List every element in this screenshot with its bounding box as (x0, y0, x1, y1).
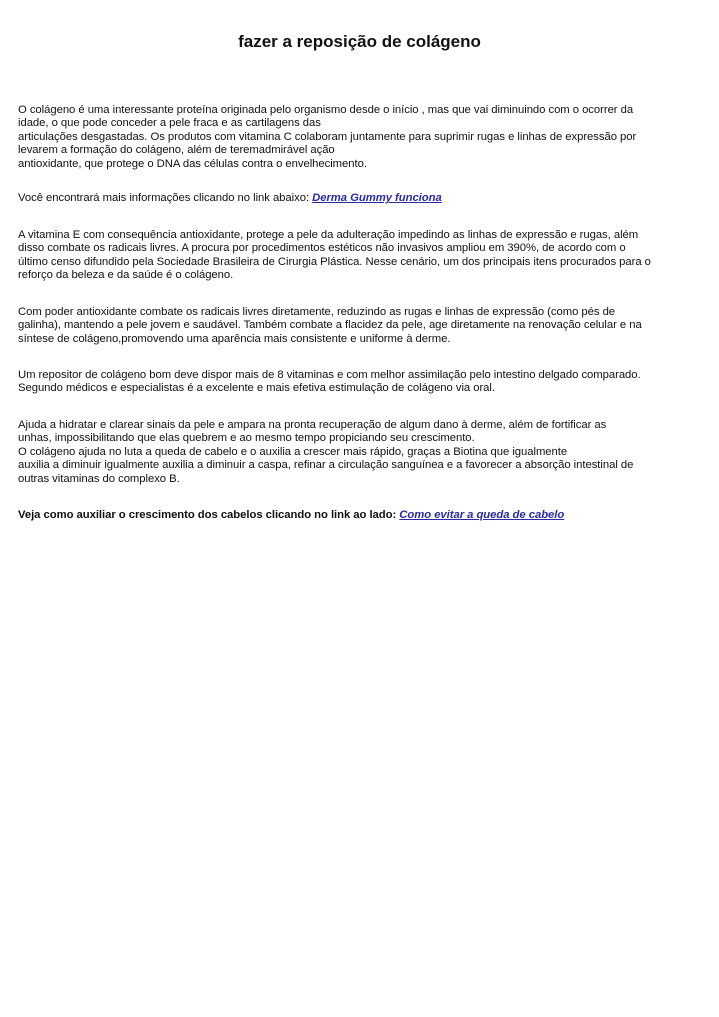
vitamin-e-line: reforço da beleza e da saúde é o colágeno. (18, 269, 234, 282)
intro-line: idade, o que pode conceder a pele fraca e as cartilagens das (18, 117, 321, 130)
link-prefix-text: Você encontrará mais informações clicando no link abaixo: (18, 192, 313, 204)
intro-line: articulações desgastadas. Os produtos com vitamina C colaboram juntamente para suprimir rugas e linhas de expressão por (18, 130, 637, 143)
antioxidant-line: galinha), mantendo a pele jovem e saudável. Também combate a flacidez da pele, age diretamente na renovação celular e na (18, 319, 642, 332)
derma-gummy-link[interactable]: Derma Gummy funciona (312, 192, 442, 204)
hydrate-line: O colágeno ajuda no luta a queda de cabelo e o auxilia a crescer mais rápido, graças a Biotina que igualmente (18, 445, 568, 458)
repositor-line: Um repositor de colágeno bom deve dispor mais de 8 vitaminas e com melhor assimilação pelo intestino delgado comparado. (18, 369, 641, 381)
link-prefix-text: Veja como auxiliar o crescimento dos cabelos clicando no link ao lado: (18, 509, 400, 521)
page-title: fazer a reposição de colágeno (238, 32, 481, 51)
vitamin-e-paragraph (18, 229, 708, 283)
repositor-paragraph (18, 369, 708, 396)
antioxidant-line: síntese de colágeno,promovendo uma aparência mais consistente e uniforme à derme. (18, 332, 451, 345)
vitamin-e-line: último censo difundido pela Sociedade Brasileira de Cirurgia Plástica. Nesse cenário, um dos principais itens procurados para o (18, 255, 651, 268)
intro-line: O colágeno é uma interessante proteína originada pelo organismo desde o início , mas que vai diminuindo com o ocorrer da (18, 104, 634, 116)
link-paragraph-hair (18, 509, 708, 522)
intro-paragraph (18, 104, 708, 171)
hydrate-line: unhas, impossibilitando que elas quebrem e ao mesmo tempo propiciando seu crescimento. (18, 432, 475, 445)
vitamin-e-line: A vitamina E com consequência antioxidante, protege a pele da adulteração impedindo as linhas de expressão e rugas, além (18, 229, 639, 241)
hair-loss-link[interactable]: Como evitar a queda de cabelo (399, 509, 565, 521)
hydrate-line: outras vitaminas do complexo B. (18, 472, 180, 485)
vitamin-e-line: disso combate os radicais livres. A procura por procedimentos estéticos não invasivos ampliou em 390%, de acordo com o (18, 242, 626, 255)
antioxidant-line: Com poder antioxidante combate os radicais livres diretamente, reduzindo as rugas e linhas de expressão (como pés de (18, 306, 616, 318)
intro-line: levarem a formação do colágeno, além de teremadmirável ação (18, 144, 335, 157)
hydrate-line: Ajuda a hidratar e clarear sinais da pele e ampara na pronta recuperação de algum dano à derme, além de fortificar as (18, 419, 607, 431)
intro-line: antioxidante, que protege o DNA das células contra o envelhecimento. (18, 157, 367, 170)
repositor-line: Segundo médicos e especialistas é a excelente e mais efetiva estimulação de colágeno via oral. (18, 382, 495, 395)
hydrate-line: auxilia a diminuir igualmente auxilia a diminuir a caspa, refinar a circulação sanguínea e a favorecer a absorção intestinal de (18, 459, 634, 472)
link-paragraph-derma (18, 192, 708, 205)
antioxidant-paragraph (18, 306, 708, 346)
hydrate-paragraph (18, 419, 708, 486)
